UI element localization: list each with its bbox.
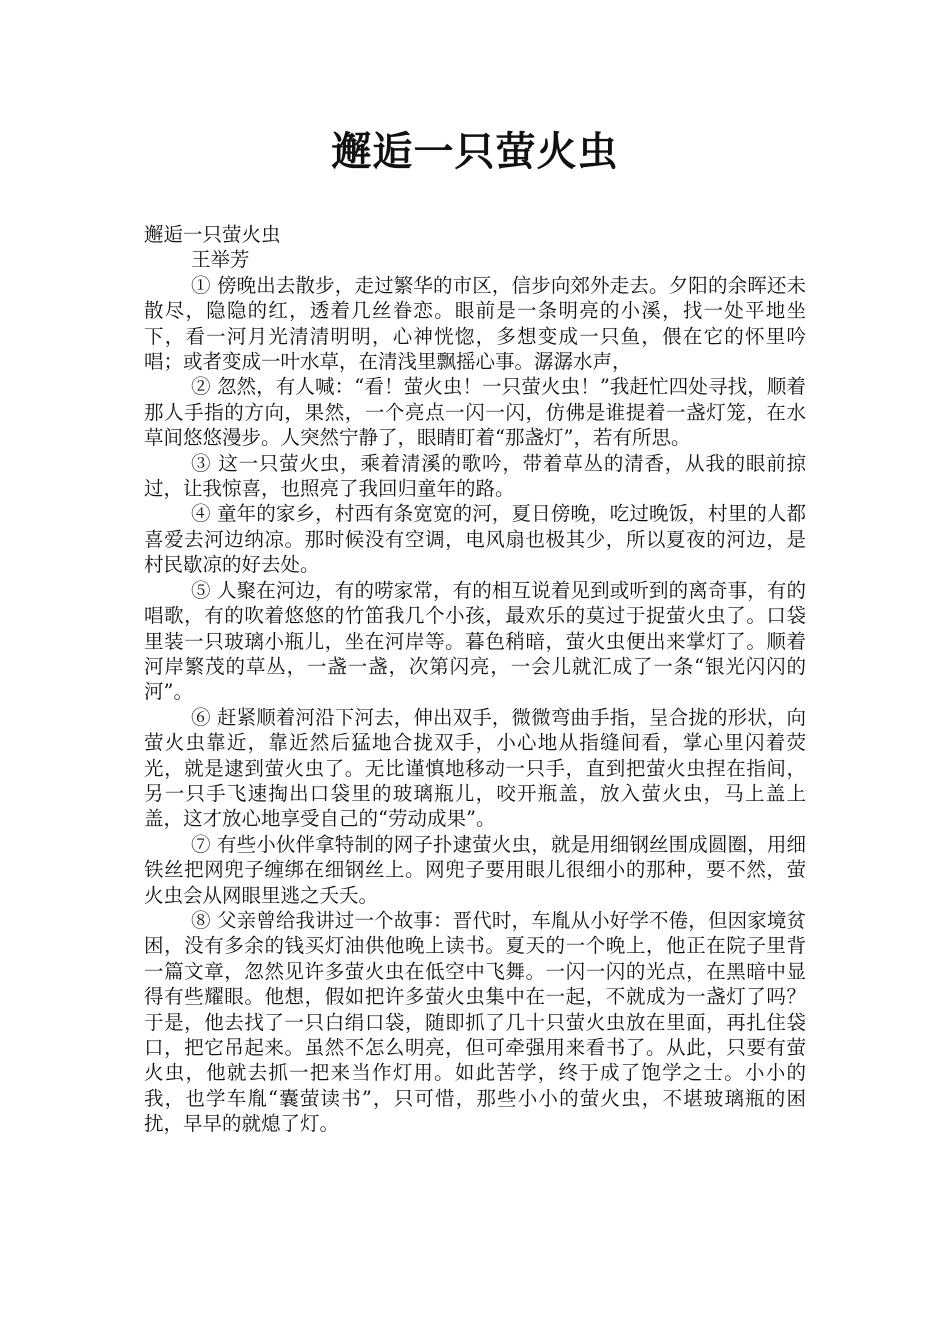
author-name: 王举芳	[191, 248, 250, 272]
paragraph-6: ⑥ 赶紧顺着河沿下河去，伸出双手，微微弯曲手指，呈合拢的形状，向萤火虫靠近，靠近然后猛地合拢双手，小心地从指缝间看，掌心里闪着荧光，就是逮到萤火虫了。无比谨慎地移动一只手，直到把萤火虫捏在指间，另一只手飞速掏出口袋里的玻璃瓶儿，咬开瓶盖，放入萤火虫，马上盖上盖，这才放心地享受自己的“劳动成果”。	[144, 705, 806, 831]
paragraph-8: ⑧ 父亲曾给我讲过一个故事：晋代时，车胤从小好学不倦，但因家境贫困，没有多余的钱买灯油供他晚上读书。夏天的一个晚上，他正在院子里背一篇文章，忽然见许多萤火虫在低空中飞舞。一闪一闪的光点，在黑暗中显得有些耀眼。他想，假如把许多萤火虫集中在一起，不就成为一盏灯了吗？于是，他去找了一只白绢口袋，随即抓了几十只萤火虫放在里面，再扎住袋口，把它吊起来。虽然不怎么明亮，但可牵强用来看书了。从此，只要有萤火虫，他就去抓一把来当作灯用。如此苦学，终于成了饱学之士。小小的我，也学车胤“囊萤读书”，只可惜，那些小小的萤火虫，不堪玻璃瓶的困扰，早早的就熄了灯。	[144, 908, 806, 1136]
paragraph-1: ① 傍晚出去散步，走过繁华的市区，信步向郊外走去。夕阳的余晖还未散尽，隐隐的红，透着几丝眷恋。眼前是一条明亮的小溪，找一处平地坐下，看一河月光清清明明，心神恍惚，多想变成一只鱼，偎在它的怀里吟唱；或者变成一叶水草，在清浅里飘摇心事。潺潺水声，	[144, 273, 806, 374]
article-body	[144, 222, 806, 1137]
paragraph-4: ④ 童年的家乡，村西有条宽宽的河，夏日傍晚，吃过晚饭，村里的人都喜爱去河边纳凉。那时候没有空调，电风扇也极其少，所以夏夜的河边，是村民歇凉的好去处。	[144, 502, 806, 577]
page-title: 邂逅一只萤火虫	[331, 129, 619, 175]
paragraph-3: ③ 这一只萤火虫，乘着清溪的歌吟，带着草丛的清香，从我的眼前掠过，让我惊喜，也照亮了我回归童年的路。	[144, 451, 806, 501]
paragraph-7: ⑦ 有些小伙伴拿特制的网子扑逮萤火虫，就是用细钢丝围成圆圈，用细铁丝把网兜子缠绑在细钢丝上。网兜子要用眼儿很细小的那种，要不然，萤火虫会从网眼里逃之夭夭。	[144, 832, 806, 907]
paragraph-5: ⑤ 人聚在河边，有的唠家常，有的相互说着见到或听到的离奇事，有的唱歌，有的吹着悠悠的竹笛我几个小孩，最欢乐的莫过于捉萤火虫了。口袋里装一只玻璃小瓶儿，坐在河岸等。暮色稍暗，萤火虫便出来掌灯了。顺着河岸繁茂的草丛，一盏一盏，次第闪亮，一会儿就汇成了一条“银光闪闪的河”。	[144, 578, 806, 704]
paragraph-2: ② 忽然，有人喊：“看！萤火虫！一只萤火虫！”我赶忙四处寻找，顺着那人手指的方向，果然，一个亮点一闪一闪，仿佛是谁提着一盏灯笼，在水草间悠悠漫步。人突然宁静了，眼睛盯着“那盏灯”，若有所思。	[144, 375, 806, 450]
article-heading: 邂逅一只萤火虫	[144, 223, 281, 246]
